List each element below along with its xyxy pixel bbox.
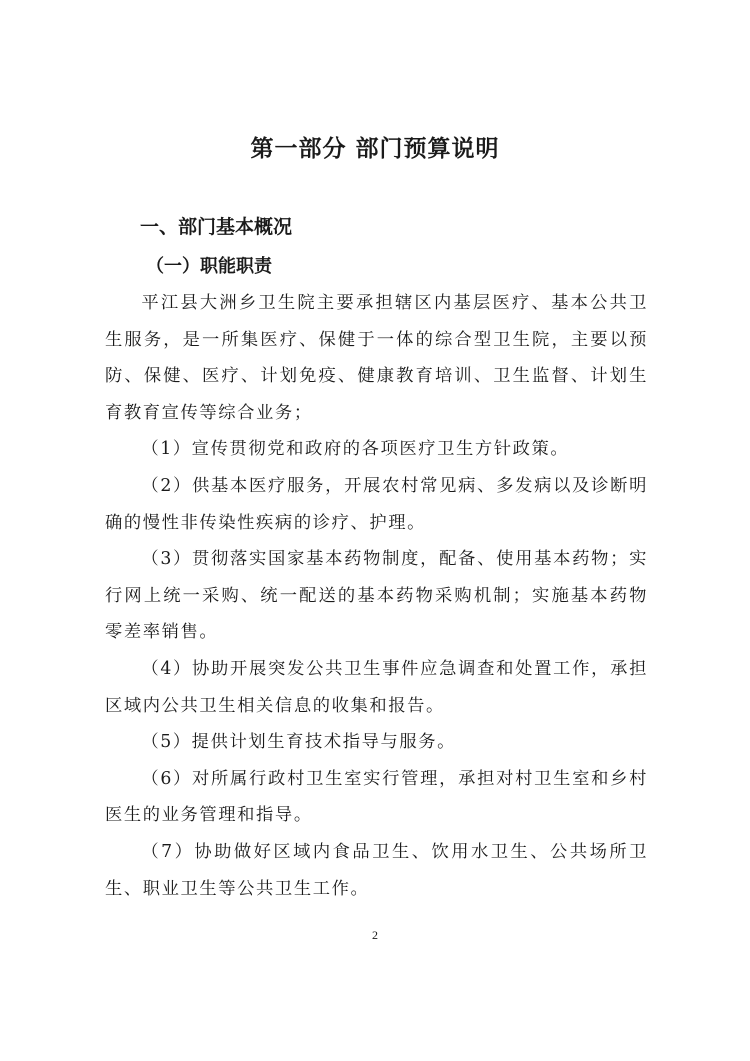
- page-title: 第一部分 部门预算说明: [250, 136, 500, 162]
- body-text: [105, 285, 648, 907]
- section-heading: 一、部门基本概况: [140, 216, 293, 238]
- duty-item-3: （3）贯彻落实国家基本药物制度，配备、使用基本药物；实行网上统一采购、统一配送的基本药物采购机制；实施基本药物零差率销售。: [105, 549, 648, 643]
- duty-item-2: （2）供基本医疗服务，开展农村常见病、多发病以及诊断明确的慢性非传染性疾病的诊疗、护理。: [105, 475, 648, 533]
- duty-item-7: （7）协助做好区域内食品卫生、饮用水卫生、公共场所卫生、职业卫生等公共卫生工作。: [105, 841, 648, 899]
- page-number: 2: [372, 928, 378, 942]
- duty-item-6: （6）对所属行政村卫生室实行管理，承担对村卫生室和乡村医生的业务管理和指导。: [105, 768, 648, 826]
- duty-item-5: （5）提供计划生育技术指导与服务。: [141, 732, 457, 753]
- duty-item-4: （4）协助开展突发公共卫生事件应急调查和处置工作，承担区域内公共卫生相关信息的收集和报告。: [105, 658, 648, 716]
- subsection-heading: （一）职能职责: [146, 256, 272, 277]
- intro-paragraph: 平江县大洲乡卫生院主要承担辖区内基层医疗、基本公共卫生服务，是一所集医疗、保健于一体的综合型卫生院，主要以预防、保健、医疗、计划免疫、健康教育培训、卫生监督、计划生育教育宣传等综合业务；: [105, 293, 648, 423]
- duty-item-1: （1）宣传贯彻党和政府的各项医疗卫生方针政策。: [141, 439, 570, 460]
